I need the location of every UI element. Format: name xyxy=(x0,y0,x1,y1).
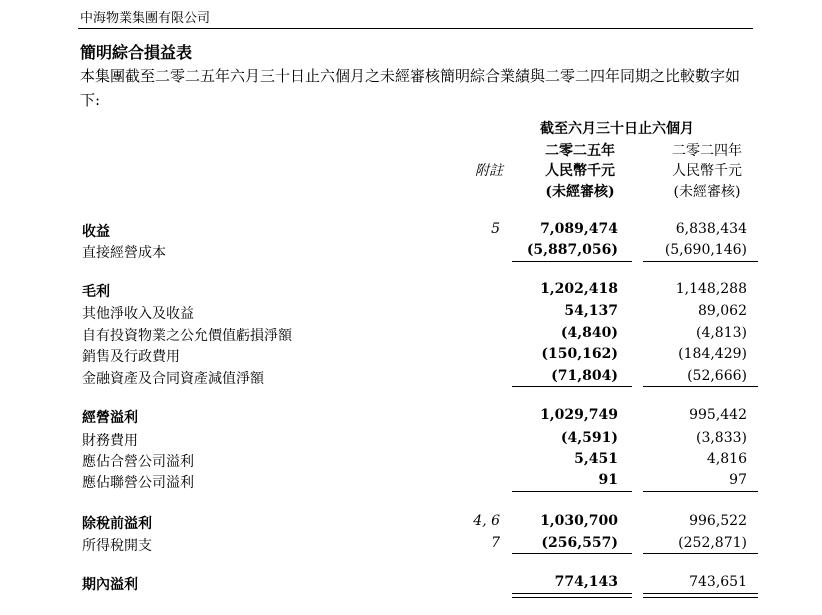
period-header: 截至六月三十日止六個月 xyxy=(540,121,694,137)
row-label: 銷售及行政費用 xyxy=(82,349,180,365)
row-label: 收益 xyxy=(82,224,110,240)
row-selling-admin-expenses xyxy=(0,345,822,365)
intro-paragraph: 本集團截至二零二五年六月三十日止六個月之未經審核簡明綜合業績與二零二四年同期之比較數字如下: xyxy=(80,67,741,109)
value-2024: 996,522 xyxy=(689,513,747,529)
value-2025: (256,557) xyxy=(541,535,618,551)
row-label: 除稅前溢利 xyxy=(82,516,152,532)
row-impairment xyxy=(0,367,822,387)
value-2025: (5,887,056) xyxy=(526,242,618,258)
row-label: 財務費用 xyxy=(82,433,138,449)
subtotal-rule-2024 xyxy=(643,491,758,492)
row-gross-profit xyxy=(0,280,822,300)
row-label: 應佔合營公司溢利 xyxy=(82,454,194,470)
value-2024: (3,833) xyxy=(695,430,747,446)
currency-2025-header: 人民幣千元 xyxy=(545,163,615,179)
row-note: 7 xyxy=(491,535,500,551)
row-label: 自有投資物業之公允價值虧損淨額 xyxy=(82,328,292,344)
subtotal-rule-2025 xyxy=(512,553,632,554)
total-double-rule-2024 xyxy=(643,593,758,598)
subtotal-rule-2025 xyxy=(512,491,632,492)
value-2025: 1,030,700 xyxy=(540,513,618,529)
value-2024: 995,442 xyxy=(689,407,747,423)
value-2025: 91 xyxy=(598,472,618,488)
row-label: 直接經營成本 xyxy=(82,245,166,261)
subtotal-rule-2024 xyxy=(643,386,758,387)
subtotal-rule-2024 xyxy=(643,553,758,554)
header-divider xyxy=(78,28,753,29)
total-double-rule-2025 xyxy=(512,593,632,598)
note-column-header: 附註 xyxy=(475,163,503,179)
subtotal-rule-2024 xyxy=(643,261,758,262)
row-label: 應佔聯營公司溢利 xyxy=(82,475,194,491)
row-direct-operating-costs xyxy=(0,241,822,261)
subtotal-rule-2025 xyxy=(512,386,632,387)
value-2024: (4,813) xyxy=(695,325,747,341)
value-2025: 54,137 xyxy=(564,303,618,319)
row-label: 其他淨收入及收益 xyxy=(82,306,194,322)
statement-title: 簡明綜合損益表 xyxy=(80,43,193,62)
value-2024: (184,429) xyxy=(678,346,747,362)
value-2024: (52,666) xyxy=(687,368,747,384)
value-2025: 1,202,418 xyxy=(540,281,618,297)
row-share-associates-profit xyxy=(0,471,822,491)
row-other-net-income xyxy=(0,302,822,322)
value-2025: 7,089,474 xyxy=(540,221,618,237)
value-2025: (71,804) xyxy=(551,368,618,384)
year-2025-header: 二零二五年 xyxy=(545,143,615,159)
subtotal-rule-2025 xyxy=(512,261,632,262)
audit-2024-header: (未經審核) xyxy=(673,184,741,200)
row-share-jv-profit xyxy=(0,450,822,470)
row-income-tax xyxy=(0,534,822,554)
value-2024: 97 xyxy=(729,472,747,488)
value-2025: 774,143 xyxy=(554,574,618,590)
row-profit-before-tax xyxy=(0,512,822,532)
value-2025: (4,591) xyxy=(560,430,618,446)
value-2024: 6,838,434 xyxy=(675,221,747,237)
row-profit-for-period xyxy=(0,573,822,593)
value-2024: (5,690,146) xyxy=(664,242,747,258)
value-2024: 1,148,288 xyxy=(675,281,747,297)
value-2024: 89,062 xyxy=(698,303,747,319)
row-label: 所得稅開支 xyxy=(82,538,152,554)
audit-2025-header: (未經審核) xyxy=(545,184,615,200)
currency-2024-header: 人民幣千元 xyxy=(672,163,742,179)
row-finance-costs xyxy=(0,429,822,449)
row-operating-profit xyxy=(0,406,822,426)
row-revenue xyxy=(0,220,822,240)
value-2025: (150,162) xyxy=(541,346,618,362)
row-label: 金融資產及合同資產減值淨額 xyxy=(82,371,264,387)
row-label: 經營溢利 xyxy=(82,410,138,426)
value-2024: (252,871) xyxy=(678,535,747,551)
value-2024: 4,816 xyxy=(706,451,747,467)
year-2024-header: 二零二四年 xyxy=(672,143,742,159)
value-2024: 743,651 xyxy=(689,574,747,590)
value-2025: 5,451 xyxy=(574,451,618,467)
company-name: 中海物業集團有限公司 xyxy=(80,11,211,26)
row-label: 毛利 xyxy=(82,284,110,300)
row-note: 5 xyxy=(491,221,500,237)
value-2025: (4,840) xyxy=(560,325,618,341)
row-label: 期內溢利 xyxy=(82,577,138,593)
value-2025: 1,029,749 xyxy=(540,407,618,423)
row-fair-value-loss xyxy=(0,324,822,344)
row-note: 4, 6 xyxy=(473,513,500,529)
